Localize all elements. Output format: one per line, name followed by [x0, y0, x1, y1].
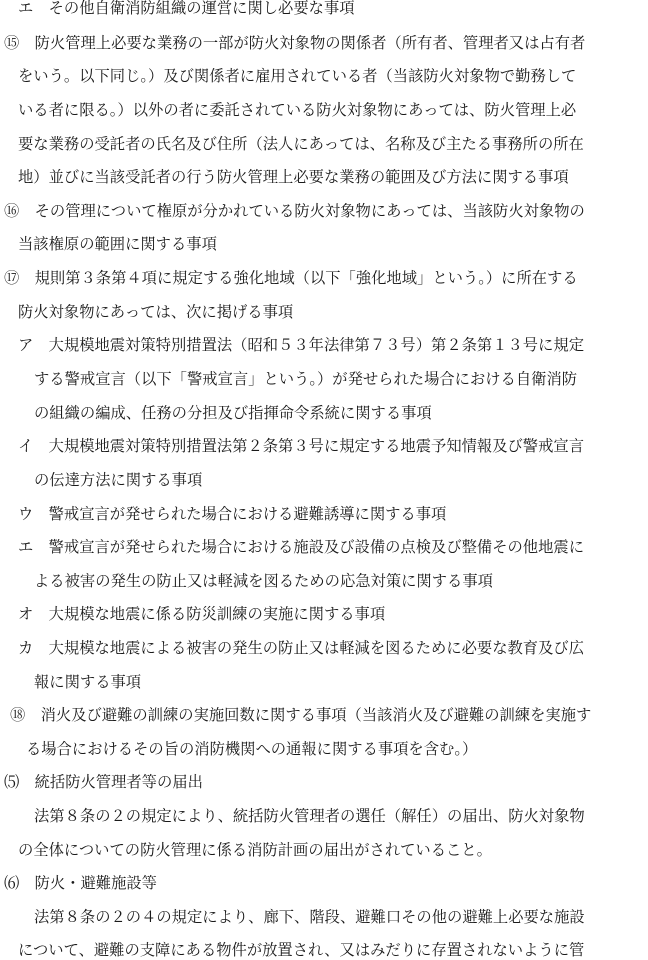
section-6-body-line-2: について、避難の支障にある物件が放置され、又はみだりに存置されないように管 [18, 941, 585, 959]
section-5-body-line-1: 法第８条の２の規定により、統括防火管理者の選任（解任）の届出、防火対象物 [34, 807, 585, 825]
section-6-heading: ⑹ 防火・避難施設等 [4, 874, 157, 892]
item-17-heading-line: ⑰ 規則第３条第４項に規定する強化地域（以下「強化地域」という。）に所在する [4, 269, 578, 287]
item-15-line-3: いる者に限る。）以外の者に委託されている防火対象物にあっては、防火管理上必 [18, 101, 577, 119]
item-17-a-line-1: ア 大規模地震対策特別措置法（昭和５３年法律第７３号）第２条第１３号に規定 [18, 336, 584, 354]
item-17-i-line-1: イ 大規模地震対策特別措置法第２条第３号に規定する地震予知情報及び警戒宣言 [18, 437, 584, 455]
item-17-a-line-2: する警戒宣言（以下「警戒宣言」という。）が発せられた場合における自衛消防 [34, 370, 578, 388]
item-17-i-line-2: の伝達方法に関する事項 [34, 471, 203, 489]
item-18-heading-line: ⑱ 消火及び避難の訓練の実施回数に関する事項（当該消火及び避難の訓練を実施す [10, 706, 592, 724]
item-17-line-2: 防火対象物にあっては、次に掲げる事項 [18, 303, 294, 321]
item-18-line-2: る場合におけるその旨の消防機関への通報に関する事項を含む。） [26, 740, 478, 758]
item-16-line-2: 当該権原の範囲に関する事項 [18, 235, 217, 253]
item-17-e-line-1: エ 警戒宣言が発せられた場合における施設及び設備の点検及び整備その他地震に [18, 538, 584, 556]
item-16-heading-line: ⑯ その管理について権原が分かれている防火対象物にあっては、当該防火対象物の [4, 202, 585, 220]
section-5-heading: ⑸ 統括防火管理者等の届出 [4, 773, 203, 791]
section-5-body-line-2: の全体についての防火管理に係る消防計画の届出がされていること。 [18, 841, 492, 859]
item-15-heading-line: ⑮ 防火管理上必要な業務の一部が防火対象物の関係者（所有者、管理者又は占有者 [4, 34, 586, 52]
section-6-body-line-1: 法第８条の２の４の規定により、廊下、階段、避難口その他の避難上必要な施設 [34, 908, 585, 926]
item-17-ka-line-1: カ 大規模な地震による被害の発生の防止又は軽減を図るために必要な教育及び広 [18, 639, 584, 657]
item-15-line-4: 要な業務の受託者の氏名及び住所（法人にあっては、名称及び主たる事務所の所在 [18, 135, 584, 153]
item-15-line-5: 地）並びに当該受託者の行う防火管理上必要な業務の範囲及び方法に関する事項 [18, 168, 569, 186]
item-17-u-line-1: ウ 警戒宣言が発せられた場合における避難誘導に関する事項 [18, 505, 447, 523]
item-17-a-line-3: の組織の編成、任務の分担及び指揮命令系統に関する事項 [34, 404, 432, 422]
item-17-e-line-2: よる被害の発生の防止又は軽減を図るための応急対策に関する事項 [34, 572, 493, 590]
item-15-line-2: をいう。以下同じ。）及び関係者に雇用されている者（当該防火対象物で勤務して [18, 67, 577, 85]
item-e-other-self-defense-operation: エ その他自衛消防組織の運営に関し必要な事項 [18, 0, 355, 17]
item-17-ka-line-2: 報に関する事項 [34, 673, 142, 691]
item-17-o-line-1: オ 大規模な地震に係る防災訓練の実施に関する事項 [18, 605, 386, 623]
